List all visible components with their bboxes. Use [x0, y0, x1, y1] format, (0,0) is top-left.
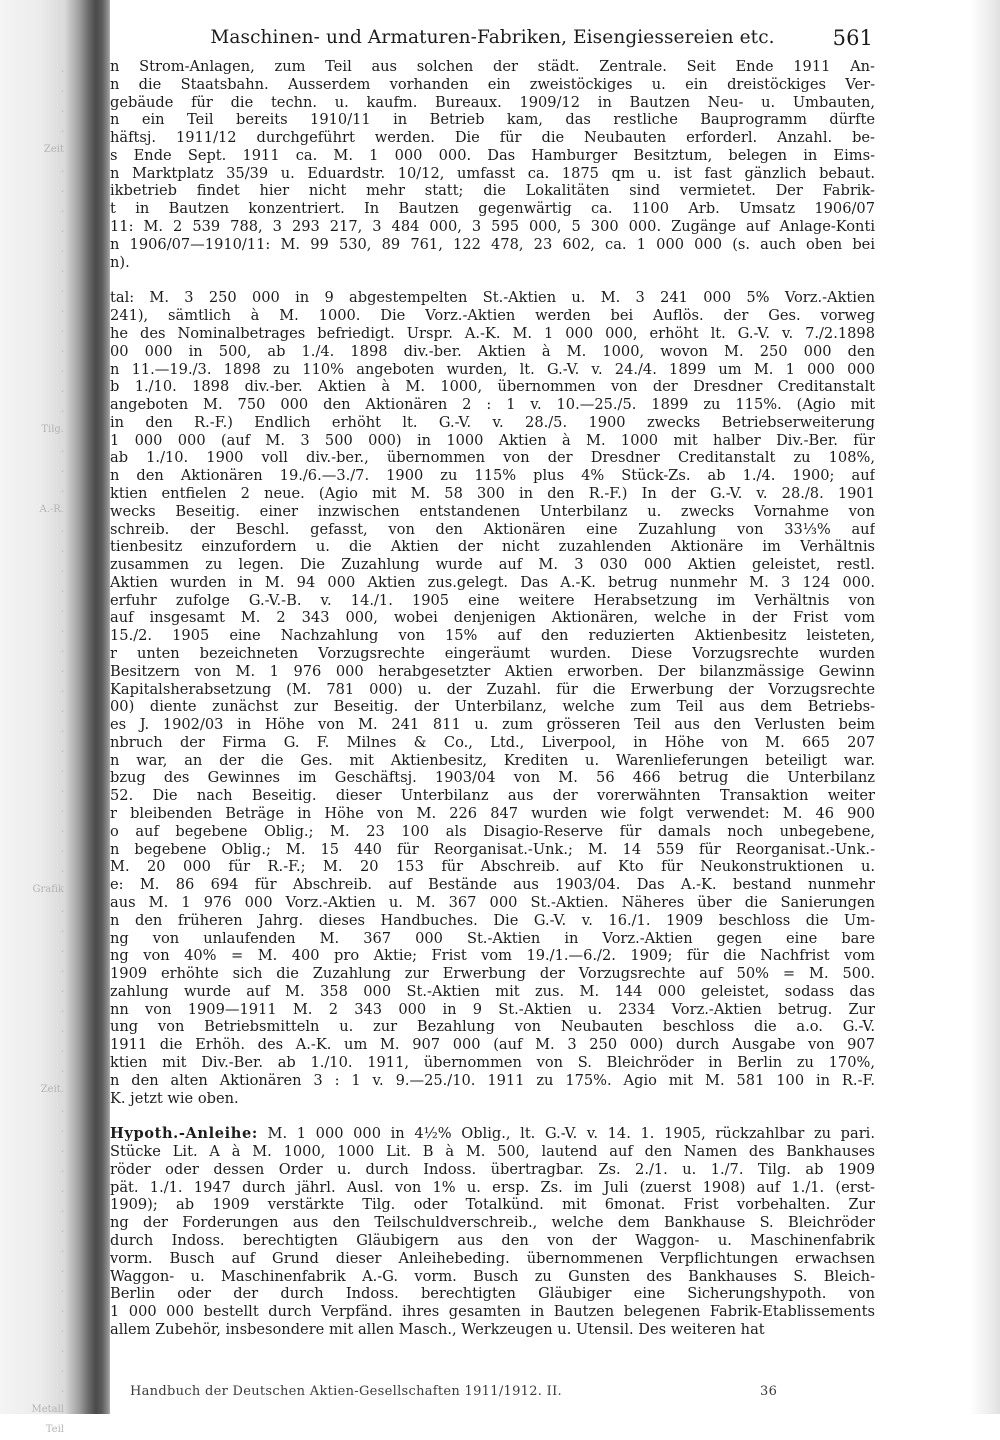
text-line: r unten bezeichneten Vorzugsrechte eingeräumt wurden. Diese Vorzugsrechte wurden	[110, 645, 875, 662]
text-line: 1 000 000 bestellt durch Verpfänd. ihres gesamten in Bautzen belegenen Fabrik-Etablissements	[110, 1303, 875, 1321]
spine-fragment: Zeit.	[40, 1084, 64, 1095]
document-page	[110, 18, 875, 1339]
text-line: zusammen zu legen. Die Zuzahlung wurde auf M. 3 030 000 Aktien geleistet, restl.	[110, 556, 875, 574]
text-line: häftsj. 1911/12 durchgeführt werden. Die für die Neubauten erforderl. Anzahl. be-	[110, 129, 875, 147]
text-line: Waggon- u. Maschinenfabrik A.-G. vorm. Busch zu Gunsten des Bankhauses S. Bleich-	[110, 1267, 875, 1285]
text-line: n begebene Oblig.; M. 15 440 für Reorganisat.-Unk.; M. 14 559 für Reorganisat.-Unk.-	[110, 840, 875, 858]
text-line: K. jetzt wie oben.	[110, 1089, 239, 1107]
text-line: ktien mit Div.-Ber. ab 1./10. 1911, übernommen von S. Bleichröder in Berlin zu 170%,	[110, 1053, 875, 1071]
text-line: e: M. 86 694 für Abschreib. auf Bestände aus 1903/04. Das A.-K. bestand nunmehr	[110, 876, 875, 894]
text-line: M. 20 000 für R.-F.; M. 20 153 für Abschreib. auf Kto für Neukonstruktionen u.	[110, 858, 875, 876]
text-line: nn von 1909—1911 M. 2 343 000 in 9 St.-Aktien u. 2334 Vorz.-Aktien betrug. Zur	[110, 1000, 875, 1018]
footer-sheet-number: 36	[760, 1384, 778, 1399]
text-line: ktien entfielen 2 neue. (Agio mit M. 58 300 in den R.-F.) In der G.-V. v. 28./8. 1901	[110, 484, 875, 502]
text-line: pät. 1./1. 1947 durch jährl. Ausl. von 1% u. ersp. Zs. im Juli (zuerst 1908) auf 1./1. (erst-	[110, 1178, 875, 1196]
text-line: 1911 die Erhöh. des A.-K. um M. 907 000 (auf M. 3 250 000) durch Ausgabe von 907	[110, 1036, 875, 1054]
spine-fragment: Tilg.	[41, 424, 64, 435]
text-line: n den früheren Jahrg. dieses Handbuches. Die G.-V. v. 16./1. 1909 beschloss die Um-	[110, 911, 875, 929]
text-line: n 1906/07—1910/11: M. 99 530, 89 761, 122 478, 23 602, ca. 1 000 000 (s. auch oben bei	[110, 235, 875, 253]
bleed-through-text: . . . . Zeit . . . . . . . . . . . . . Tilg. . . . A.-R. . . . . . . . . . . . . . . . . . . Grafik . . . . . . . . . Zeit. . . . . . . . . . . . . . . . Metall Teil	[0, 60, 64, 1440]
text-line: ng von 40% = M. 400 pro Aktie; Frist vom 19./1.—6./2. 1909; für die Nachfrist vom	[110, 947, 875, 965]
text-line: durch Indoss. berechtigten Gläubigern aus den von der Waggon- u. Maschinenfabrik	[110, 1232, 875, 1249]
text-line: 1 000 000 (auf M. 3 500 000) in 1000 Aktien à M. 1000 mit halber Div.-Ber. für	[110, 431, 875, 449]
page-title: Maschinen- und Armaturen-Fabriken, Eisengiessereien etc.	[210, 27, 775, 48]
text-line: n Marktplatz 35/39 u. Eduardstr. 10/12, umfasst ca. 1875 qm u. ist fast gänzlich bebaut.	[110, 164, 875, 182]
text-line: 00) diente zunächst zur Beseitig. der Unterbilanz, welche zum Teil aus dem Betriebs-	[110, 698, 875, 716]
text-line: ng von unlaufenden M. 367 000 St.-Aktien in Vorz.-Aktien gegen eine bare	[110, 929, 875, 947]
spine-fragment: Metall	[31, 1404, 64, 1415]
text-line: r bleibenden Beträge in Höhe von M. 226 847 wurden wie folgt verwendet: M. 46 900	[110, 805, 875, 823]
text-line: aus M. 1 976 000 Vorz.-Aktien u. M. 367 000 St.-Aktien. Näheres über die Sanierungen	[110, 893, 875, 911]
text-line: n den alten Aktionären 3 : 1 v. 9.—25./10. 1911 zu 175%. Agio mit M. 581 100 in R.-F.	[110, 1071, 875, 1089]
spine-fragment: Teil	[45, 1424, 64, 1435]
text-line: bzug des Gewinnes im Geschäftsj. 1903/04 von M. 56 466 betrug die Unterbilanz	[110, 769, 875, 787]
text-line: Besitzern von M. 1 976 000 herabgesetzter Aktien erworben. Der bilanzmässige Gewinn	[110, 662, 875, 680]
text-line: gebäude für die techn. u. kaufm. Bureaux. 1909/12 in Bautzen Neu- u. Umbauten,	[110, 93, 875, 111]
body-text	[110, 58, 875, 1339]
spine-fragment: Zeit	[43, 144, 64, 155]
text-line: 241), sämtlich à M. 1000. Die Vorz.-Aktien werden bei Auflös. der Ges. vorweg	[110, 307, 875, 325]
text-line: ng der Forderungen aus den Teilschuldverschreib., welche dem Bankhause S. Bleichröder	[110, 1214, 875, 1232]
text-line: tal: M. 3 250 000 in 9 abgestempelten St.-Aktien u. M. 3 241 000 5% Vorz.-Aktien	[110, 289, 875, 307]
text-line: n ein Teil bereits 1910/11 in Betrieb kam, das restliche Bauprogramm dürfte	[110, 111, 875, 129]
section-heading: Hypoth.-Anleihe:	[110, 1125, 258, 1143]
text-line: s Ende Sept. 1911 ca. M. 1 000 000. Das Hamburger Besitztum, belegen in Eims-	[110, 146, 875, 164]
text-line: Kapitalsherabsetzung (M. 781 000) u. der Zuzahl. für die Erwerbung der Vorzugsrechte	[110, 680, 875, 698]
text-line: erfuhr zufolge G.-V.-B. v. 14./1. 1905 eine weitere Herabsetzung im Verhältnis von	[110, 591, 875, 609]
page-edge-shadow	[970, 0, 1000, 1414]
text-line: o auf begebene Oblig.; M. 23 100 als Disagio-Reserve für damals noch unbegebene,	[110, 822, 875, 840]
text-line: nbruch der Firma G. F. Milnes & Co., Ltd., Liverpool, in Höhe von M. 665 207	[110, 733, 875, 751]
text-line: angeboten M. 750 000 den Aktionären 2 : 1 v. 10.—25./5. 1899 zu 115%. (Agio mit	[110, 396, 875, 414]
paragraph-plant-description	[110, 58, 875, 271]
text-line: ung von Betriebsmitteln u. zur Bezahlung von Neubauten beschloss die a.o. G.-V.	[110, 1018, 875, 1036]
text-line: n den Aktionären 19./6.—3./7. 1900 zu 115% plus 4% Stück-Zs. ab 1./4. 1900; auf	[110, 467, 875, 485]
text-line: Stücke Lit. A à M. 1000, 1000 Lit. B à M. 500, lautend auf den Namen des Bankhauses	[110, 1143, 875, 1161]
text-line: t in Bautzen konzentriert. In Bautzen gegenwärtig ca. 1100 Arb. Umsatz 1906/07	[110, 200, 875, 218]
text-line: Berlin oder der durch Indoss. berechtigten Gläubiger eine Sicherungshypoth. von	[110, 1285, 875, 1303]
text-line: 52. Die nach Beseitig. dieser Unterbilanz aus der vorerwähnten Transaktion weiter	[110, 787, 875, 805]
page-number: 561	[832, 26, 873, 50]
running-header	[110, 18, 875, 58]
text-line: n 11.—19./3. 1898 zu 110% angeboten wurden, lt. G.-V. v. 24./4. 1899 um M. 1 000 000	[110, 360, 875, 378]
spine-fragment: Grafik	[32, 884, 64, 895]
text-line: ikbetrieb findet hier nicht mehr statt; die Lokalitäten sind vermietet. Der Fabrik-	[110, 182, 875, 200]
paragraph-capital	[110, 289, 875, 1107]
text-line: allem Zubehör, insbesondere mit allen Masch., Werkzeugen u. Utensil. Des weiteren hat	[110, 1320, 765, 1338]
text-line: 1909); ab 1909 verstärkte Tilg. oder Totalkünd. mit 6monat. Frist vorbehalten. Zur	[110, 1196, 875, 1214]
page-footer	[130, 1384, 778, 1399]
text-line: wecks Beseitig. einer inzwischen entstandenen Unterbilanz u. zwecks Vornahme von	[110, 502, 875, 520]
text-line: röder oder dessen Order u. durch Indoss. übertragbar. Zs. 2./1. u. 1./7. Tilg. ab 1909	[110, 1160, 875, 1178]
text-line: in den R.-F.) Endlich erhöht lt. G.-V. v. 28./5. 1900 zwecks Betriebserweiterung	[110, 413, 875, 431]
text-line: n die Staatsbahn. Ausserdem vorhanden ein zweistöckiges u. ein dreistöckiges Ver-	[110, 75, 875, 93]
text-line: 00 000 in 500, ab 1./4. 1898 div.-ber. Aktien à M. 1000, wovon M. 250 000 den	[110, 342, 875, 360]
text-line: n Strom-Anlagen, zum Teil aus solchen der städt. Zentrale. Seit Ende 1911 An-	[110, 58, 875, 75]
text-line: vorm. Busch auf Grund dieser Anleihebeding. übernommenen Verpflichtungen erwachsen	[110, 1249, 875, 1267]
text-line: n war, an der die Ges. mit Aktienbesitz, Krediten u. Warenlieferungen beteiligt war.	[110, 751, 875, 769]
text-line: 11: M. 2 539 788, 3 293 217, 3 484 000, 3 595 000, 5 300 000. Zugänge auf Anlage-Konti	[110, 218, 875, 236]
text-line: b 1./10. 1898 div.-ber. Aktien à M. 1000, übernommen von der Dresdner Creditanstalt	[110, 378, 875, 396]
paragraph-mortgage-loan	[110, 1125, 875, 1338]
spine-fragment: A.-R.	[39, 504, 64, 515]
text-line: ab 1./10. 1900 voll div.-ber., übernommen von der Dresdner Creditanstalt zu 108%,	[110, 449, 875, 467]
text-line: schreib. der Beschl. gefasst, von den Aktionären eine Zuzahlung von 33⅓% auf	[110, 520, 875, 538]
text-line: auf insgesamt M. 2 343 000, wobei denjenigen Aktionären, welche in der Frist vom	[110, 609, 875, 627]
book-spine-gutter	[0, 0, 110, 1435]
footer-citation: Handbuch der Deutschen Aktien-Gesellschaften 1911/1912. II.	[130, 1384, 562, 1399]
text-line: Aktien wurden in M. 94 000 Aktien zus.gelegt. Das A.-K. betrug nunmehr M. 3 124 000.	[110, 573, 875, 591]
text-line: tienbesitz einzufordern u. die Aktien der nicht zuzahlenden Aktionäre im Verhältnis	[110, 538, 875, 556]
text-line: n).	[110, 253, 130, 271]
text-line: es J. 1902/03 in Höhe von M. 241 811 u. zum grösseren Teil aus den Verlusten beim	[110, 716, 875, 734]
text-line: 15./2. 1905 eine Nachzahlung von 15% auf den reduzierten Aktienbesitz leisteten,	[110, 627, 875, 645]
text-line: he des Nominalbetrages befriedigt. Urspr. A.-K. M. 1 000 000, erhöht lt. G.-V. v. 7./2.1898	[110, 324, 875, 342]
text-line: Hypoth.-Anleihe: M. 1 000 000 in 4½% Oblig., lt. G.-V. v. 14. 1. 1905, rückzahlbar zu pari.	[110, 1125, 875, 1143]
text-line: zahlung wurde auf M. 358 000 St.-Aktien mit zus. M. 144 000 geleistet, sodass das	[110, 982, 875, 1000]
text-line: 1909 erhöhte sich die Zuzahlung zur Erwerbung der Vorzugsrechte auf 50% = M. 500.	[110, 965, 875, 983]
